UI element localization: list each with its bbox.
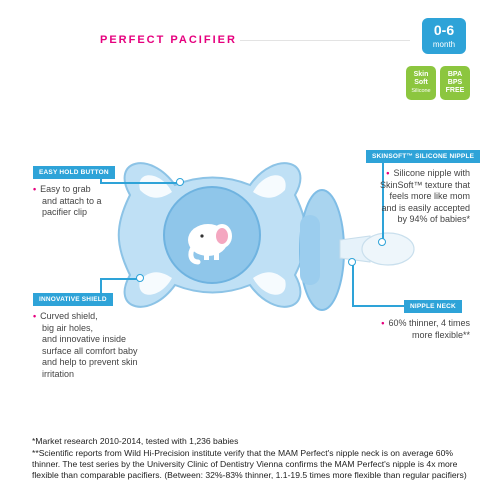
bpa-badge-line1: BPA <box>447 71 463 78</box>
easy-hold-line-2: and attach to a <box>42 195 102 206</box>
skinsoft-badge-line1: Skin <box>413 71 429 78</box>
nipple-line-4: and is easily accepted <box>381 202 470 213</box>
footnote-market-research: *Market research 2010-2014, tested with 1,236 babies <box>32 436 239 446</box>
easy-hold-line-3: pacifier clip <box>42 207 88 217</box>
neck-line-1: 60% thinner, 4 times <box>388 318 470 328</box>
age-unit: month <box>432 40 456 49</box>
pacifier-front-view <box>119 163 307 307</box>
easy-hold-description: • Easy to grab and attach to a pacifier clip <box>33 184 102 217</box>
shield-line-6: irritation <box>42 368 75 379</box>
silicone-nipple <box>362 233 414 265</box>
innovative-shield-description: • Curved shield, big air holes, and innovative inside surface all comfort baby and help to prevent skin irritation <box>33 311 138 379</box>
bpa-badge-line3: FREE <box>445 87 465 94</box>
footnotes <box>32 436 472 482</box>
side-button <box>300 215 320 285</box>
shield-line-1: Curved shield, <box>40 311 98 321</box>
neck-leader-h <box>352 305 404 307</box>
shield-leader-h <box>100 278 140 280</box>
easy-hold-dot <box>176 178 184 186</box>
neck-dot <box>348 258 356 266</box>
skinsoft-nipple-description: • Silicone nipple with SkinSoft™ texture that feels more like mom and is easily accepted by 94% of babies* <box>358 168 470 226</box>
skinsoft-badge-line3: Silicone <box>411 88 431 94</box>
skinsoft-badge-line2: Soft <box>414 79 428 86</box>
shield-line-2: big air holes, <box>42 322 94 333</box>
nipple-line-5: by 94% of babies* <box>397 214 470 224</box>
nipple-line-1: Silicone nipple with <box>393 168 470 178</box>
nipple-line-2: SkinSoft™ texture that <box>379 179 470 190</box>
innovative-shield-label: INNOVATIVE SHIELD <box>33 293 113 306</box>
skinsoft-nipple-label: SKINSOFT™ SILICONE NIPPLE <box>366 150 480 163</box>
bpa-badge-line2: BPS <box>447 79 463 86</box>
page-title: PERFECT PACIFIER <box>100 34 237 46</box>
easy-hold-label: EASY HOLD BUTTON <box>33 166 115 179</box>
neck-line-2: more flexible** <box>411 329 470 340</box>
nipple-line-3: feels more like mom <box>389 191 470 201</box>
neck-leader-v <box>352 264 354 305</box>
easy-hold-leader-h <box>100 182 180 184</box>
easy-hold-line-1: Easy to grab <box>40 184 91 194</box>
shield-line-4: surface all comfort baby <box>42 345 138 356</box>
nipple-neck-label: NIPPLE NECK <box>404 300 462 313</box>
shield-line-3: and innovative inside <box>42 334 127 344</box>
age-range: 0-6 <box>433 22 455 38</box>
shield-line-5: and help to prevent skin <box>42 357 138 367</box>
footnote-scientific-reports: **Scientific reports from Wild Hi-Precision institute verify that the MAM Perfect's nipple neck is on average 60% thinner. The test series by the University Clinic of Dentistry Vienna confirms the MAM Perfect's nipple is 4x more flexible than comparable pacifiers. (Between: 32%-83% thinner, 1.1-19.5 times more flexible than regular pacifiers) <box>32 448 467 480</box>
nipple-neck-description: • 60% thinner, 4 times more flexible** <box>358 318 470 341</box>
nipple-dot <box>378 238 386 246</box>
shield-leader-v <box>100 278 102 293</box>
shield-dot <box>136 274 144 282</box>
